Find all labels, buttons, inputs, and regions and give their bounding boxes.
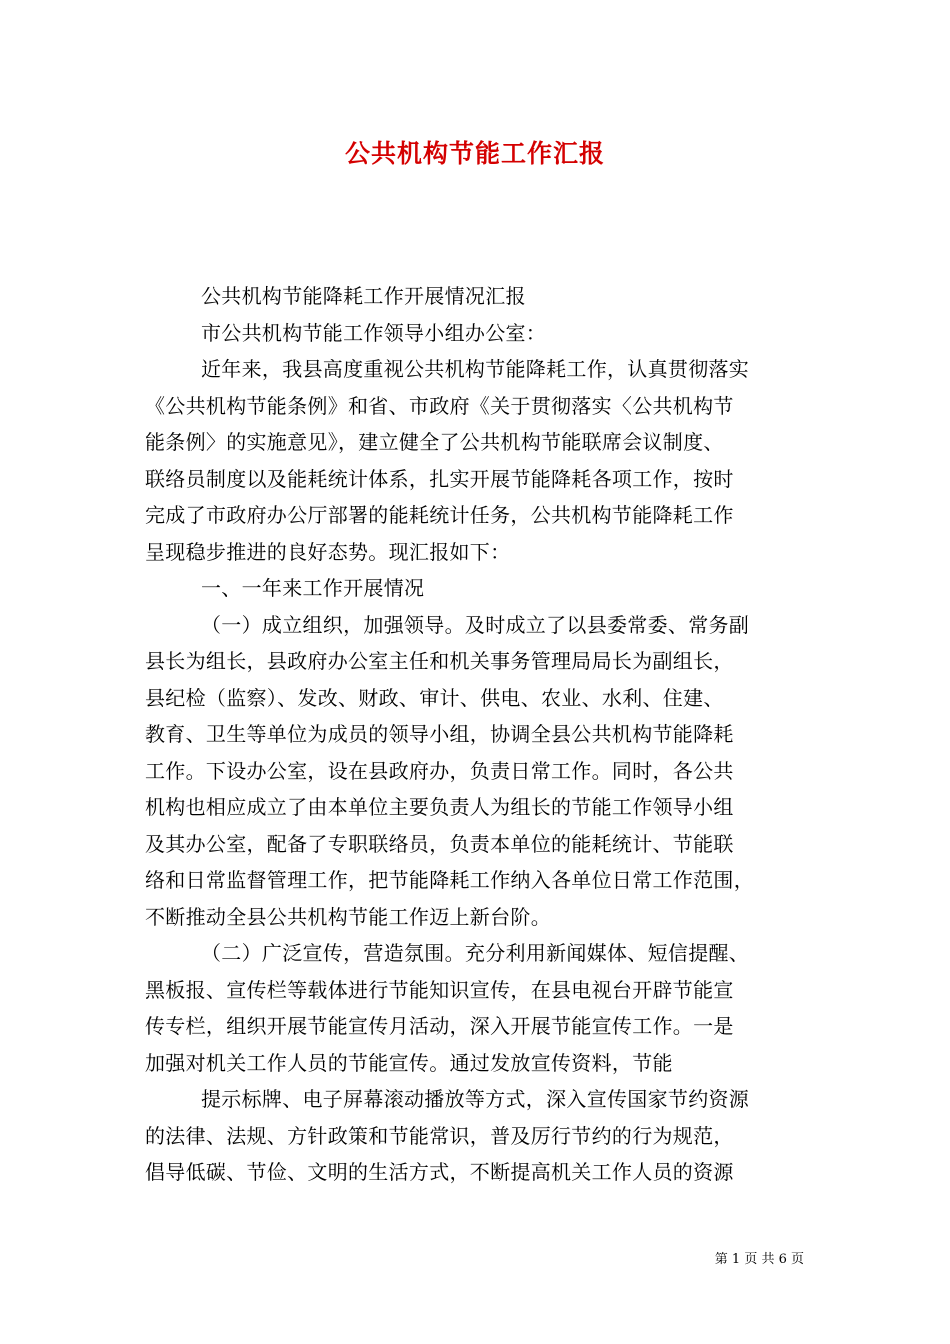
text-line: 完成了市政府办公厅部署的能耗统计任务，公共机构节能降耗工作 — [145, 503, 734, 527]
text-line: 联络员制度以及能耗统计体系，扎实开展节能降耗各项工作，按时 — [145, 466, 734, 491]
text-line: 及其办公室，配备了专职联络员，负责本单位的能耗统计、节能联 — [145, 831, 734, 856]
text-line: 近年来，我县高度重视公共机构节能降耗工作，认真贯彻落实 — [201, 357, 750, 381]
text-line: 教育、卫生等单位为成员的领导小组，协调全县公共机构节能降耗 — [145, 722, 734, 746]
text-line: 呈现稳步推进的良好态势。现汇报如下： — [145, 539, 511, 564]
text-line: 加强对机关工作人员的节能宣传。通过发放宣传资料，节能 — [145, 1050, 673, 1075]
text-line: 不断推动全县公共机构节能工作迈上新台阶。 — [145, 904, 551, 929]
document-body — [145, 278, 809, 1191]
text-line: 提示标牌、电子屏幕滚动播放等方式，深入宣传国家节约资源 — [201, 1087, 750, 1111]
document-title: 公共机构节能工作汇报 — [344, 139, 605, 168]
text-line: 县长为组长，县政府办公室主任和机关事务管理局局长为副组长， — [145, 649, 734, 673]
text-line: （二）广泛宣传，营造氛围。充分利用新闻媒体、短信提醒、 — [201, 941, 750, 965]
text-line: 传专栏，组织开展节能宣传月活动，深入开展节能宣传工作。一是 — [145, 1014, 734, 1038]
text-line: 一、一年来工作开展情况 — [201, 576, 425, 600]
text-line: 络和日常监督管理工作，把节能降耗工作纳入各单位日常工作范围， — [145, 868, 754, 892]
text-line: 《公共机构节能条例》和省、市政府《关于贯彻落实〈公共机构节 — [145, 393, 734, 418]
text-line: （一）成立组织，加强领导。及时成立了以县委常委、常务副 — [201, 612, 750, 637]
text-line: 的法律、法规、方针政策和节能常识，普及厉行节约的行为规范， — [145, 1123, 734, 1148]
text-line: 公共机构节能降耗工作开展情况汇报 — [201, 284, 526, 308]
text-line: 机构也相应成立了由本单位主要负责人为组长的节能工作领导小组 — [145, 795, 734, 819]
page-number: 第 1 页 共 6 页 — [714, 1252, 804, 1267]
text-line: 倡导低碳、节俭、文明的生活方式，不断提高机关工作人员的资源 — [145, 1160, 734, 1184]
text-line: 能条例〉的实施意见》，建立健全了公共机构节能联席会议制度、 — [145, 430, 724, 454]
text-line: 黑板报、宣传栏等载体进行节能知识宣传，在县电视台开辟节能宣 — [145, 977, 734, 1002]
text-line: 县纪检（监察）、发改、财政、审计、供电、农业、水利、住建、 — [145, 685, 724, 710]
text-line: 工作。下设办公室，设在县政府办，负责日常工作。同时，各公共 — [145, 758, 734, 783]
text-line: 市公共机构节能工作领导小组办公室： — [201, 320, 547, 345]
